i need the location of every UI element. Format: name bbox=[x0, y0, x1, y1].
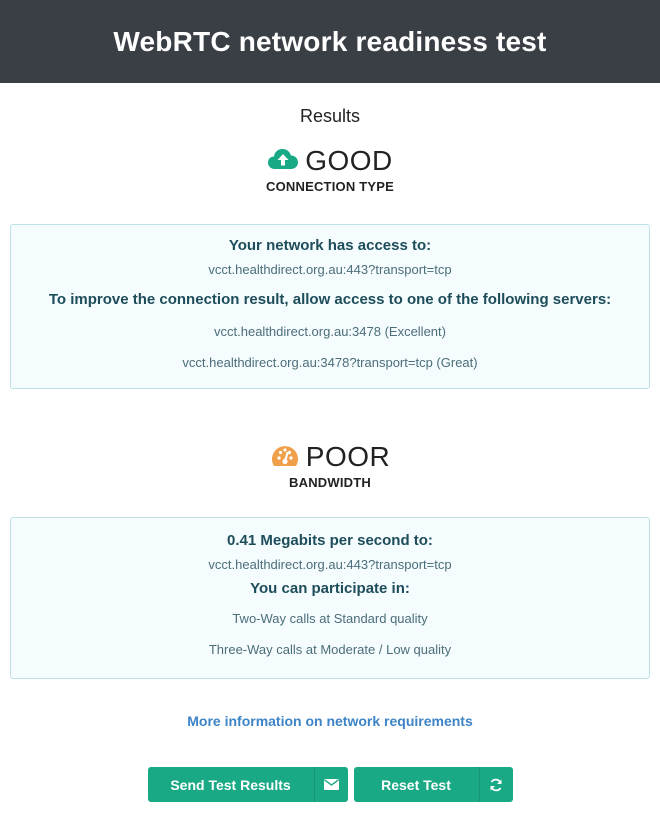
capability-item: Three-Way calls at Moderate / Low quality bbox=[208, 642, 452, 657]
connection-type-label: CONNECTION TYPE bbox=[266, 179, 394, 194]
envelope-icon bbox=[314, 767, 348, 802]
bandwidth-server: vcct.healthdirect.org.au:443?transport=tcp bbox=[208, 557, 452, 572]
send-button-label: Send Test Results bbox=[170, 776, 291, 793]
speedometer-icon bbox=[270, 442, 300, 473]
page-header bbox=[0, 0, 660, 83]
server-item: vcct.healthdirect.org.au:3478?transport=tcp (Great) bbox=[182, 355, 478, 370]
bandwidth-label: BANDWIDTH bbox=[289, 475, 371, 490]
connection-status bbox=[0, 145, 660, 194]
participate-heading: You can participate in: bbox=[250, 580, 410, 597]
action-buttons bbox=[0, 767, 660, 802]
reset-test-button[interactable] bbox=[354, 767, 513, 802]
connection-rating: GOOD bbox=[305, 145, 393, 176]
access-server: vcct.healthdirect.org.au:443?transport=tcp bbox=[208, 262, 452, 277]
server-item: vcct.healthdirect.org.au:3478 (Excellent) bbox=[214, 324, 446, 339]
cloud-upload-icon bbox=[267, 147, 299, 176]
bandwidth-details-panel bbox=[10, 517, 650, 679]
reset-button-label: Reset Test bbox=[381, 776, 451, 793]
page-title: WebRTC network readiness test bbox=[113, 25, 547, 57]
speed-heading: 0.41 Megabits per second to: bbox=[227, 532, 433, 549]
improve-heading: To improve the connection result, allow access to one of the following servers: bbox=[48, 291, 612, 308]
results-title: Results bbox=[299, 106, 361, 126]
connection-details-panel bbox=[10, 224, 650, 389]
refresh-icon bbox=[479, 767, 513, 802]
access-heading: Your network has access to: bbox=[228, 237, 432, 254]
send-test-results-button[interactable] bbox=[148, 767, 348, 802]
bandwidth-rating: POOR bbox=[305, 441, 391, 472]
more-info-link[interactable]: More information on network requirements bbox=[187, 713, 473, 729]
capability-item: Two-Way calls at Standard quality bbox=[232, 611, 428, 626]
bandwidth-status bbox=[0, 441, 660, 490]
